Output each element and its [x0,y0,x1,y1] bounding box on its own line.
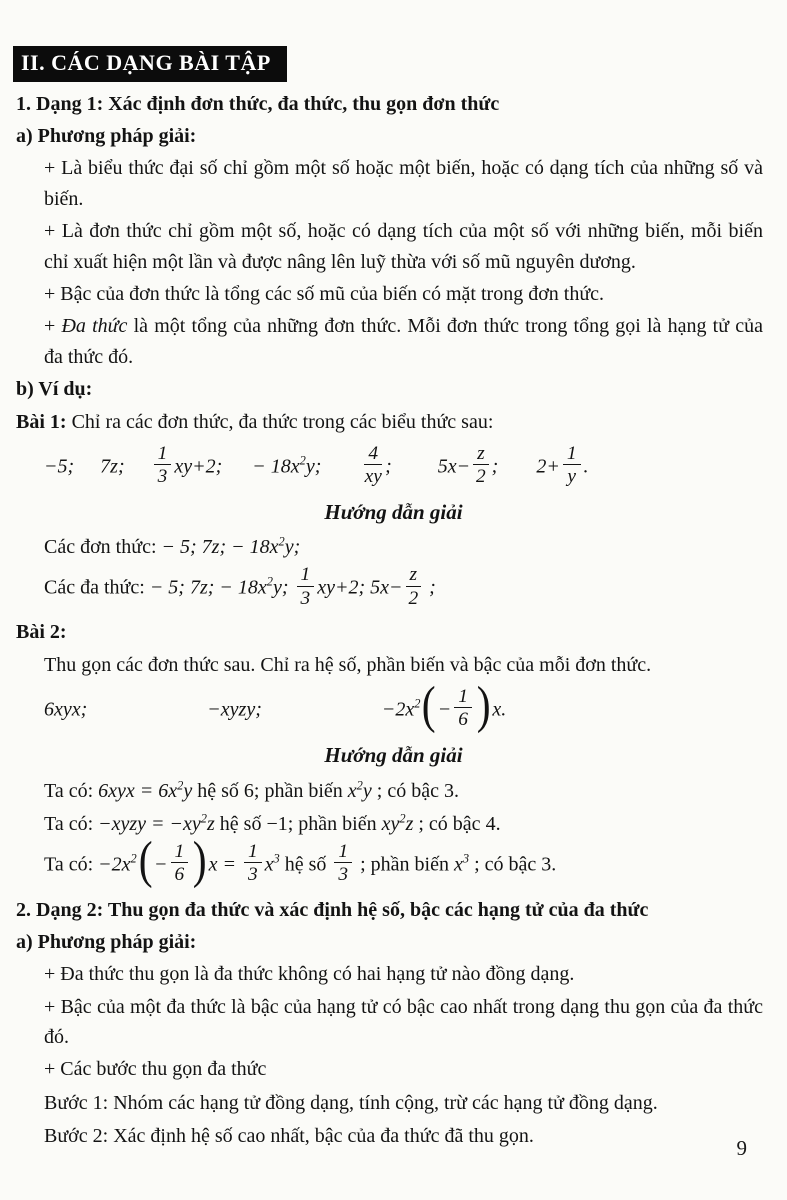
bullet-bieu-thuc: + Là biểu thức đại số chỉ gồm một số hoặc một biến, hoặc có dạng tích của những số và biến. [44,157,763,210]
fraction: $\frac{1}{3}$ [244,841,262,886]
fraction: $\frac{z}{2}$ [406,564,422,609]
section-title: II. CÁC DẠNG BÀI TẬP [21,50,271,75]
buoc-2: Bước 2: Xác định hệ số cao nhất, bậc của đa thức đã thu gọn. [44,1125,534,1148]
taco-3: Ta có: $-2x^2(-$ $\frac{1}{6}$ )x = $\frac{1}{3}$ $x^3$ hệ số $\frac{1}{3}$ ; phần biến $x^3$ ; có bậc 3. [44,832,557,890]
fraction: $\frac{z}{2}$ [473,443,489,488]
page-number: 9 [736,1136,747,1160]
bullet-da-thuc-thu-gon: + Đa thức thu gọn là đa thức không có hai hạng tử nào đồng dạng. [44,963,575,986]
bullet-don-thuc: + Là đơn thức chỉ gồm một số, hoặc có dạng tích của một số với những biến, mỗi biến chỉ xuất hiện một lần và được nâng lên luỹ thừa với số mũ nguyên dương. [44,220,763,273]
section-title-box [13,46,287,82]
bai1-expressions: −5; 7z; $\frac{1}{3}$ xy+2; − $18x^2y$; $\frac{4}{xy}$ ; 5x− $\frac{z}{2}$ ; 2+ $\frac{1}{y}$ . [44,442,589,488]
don-thuc-answer: Các đơn thức: − 5; 7z; − $18x^2y$; [44,534,301,559]
fraction: $\frac{4}{xy}$ [364,442,382,488]
bai1-heading: Bài 1: Chỉ ra các đơn thức, đa thức trong các biểu thức sau: [16,411,494,434]
document-content [0,90,787,1151]
bullet-bac-da-thuc: + Bậc của một đa thức là bậc của hạng tử có bậc cao nhất trong dạng thu gọn của đa thức đó. [44,995,763,1048]
fraction: $\frac{1}{y}$ [563,443,581,488]
vidu-heading: b) Ví dụ: [16,378,93,401]
dang1-heading: 1. Dạng 1: Xác định đơn thức, đa thức, thu gọn đơn thức [16,93,500,116]
method1-heading: a) Phương pháp giải: [16,125,197,148]
bullet-cac-buoc: + Các bước thu gọn đa thức [44,1058,267,1081]
buoc-1: Bước 1: Nhóm các hạng tử đồng dạng, tính cộng, trừ các hạng tử đồng dạng. [44,1091,658,1114]
bai2-expressions: 6xyx; −xyzy; $-2x^2(-$ $\frac{1}{6}$ )x. [44,677,507,735]
bai2-heading: Bài 2: [16,620,67,643]
fraction: $\frac{1}{6}$ [171,841,189,886]
method2-heading: a) Phương pháp giải: [16,931,197,954]
da-thuc-answer: Các đa thức: − 5; 7z; − $18x^2y$; $\frac{1}{3}$ xy+2; 5x− $\frac{z}{2}$ ; [44,564,436,610]
taco-2: Ta có: −xyzy = $-xy^2z$ hệ số −1; phần biến $xy^2z$ ; có bậc 4. [44,811,501,835]
fraction: $\frac{1}{3}$ [334,841,352,886]
bai2-problem: Thu gọn các đơn thức sau. Chỉ ra hệ số, phần biến và bậc của mỗi đơn thức. [44,654,652,677]
fraction: $\frac{1}{6}$ [454,686,472,731]
fraction: $\frac{1}{3}$ [297,564,315,609]
bullet-da-thuc: + Đa thức là một tổng của những đơn thức. Mỗi đơn thức trong tổng gọi là hạng tử của đa thức đó. [44,315,763,368]
solution1-heading: Hướng dẫn giải [324,499,463,524]
bullet-bac-don-thuc: + Bậc của đơn thức là tổng các số mũ của biến có mặt trong đơn thức. [44,282,605,305]
dang2-heading: 2. Dạng 2: Thu gọn đa thức và xác định hệ số, bậc các hạng tử của đa thức [16,899,649,922]
solution2-heading: Hướng dẫn giải [324,743,463,768]
taco-1: Ta có: $6xyx = 6x^2y$ hệ số 6; phần biến $x^2y$ ; có bậc 3. [44,778,459,802]
fraction: $\frac{1}{3}$ [154,443,172,488]
